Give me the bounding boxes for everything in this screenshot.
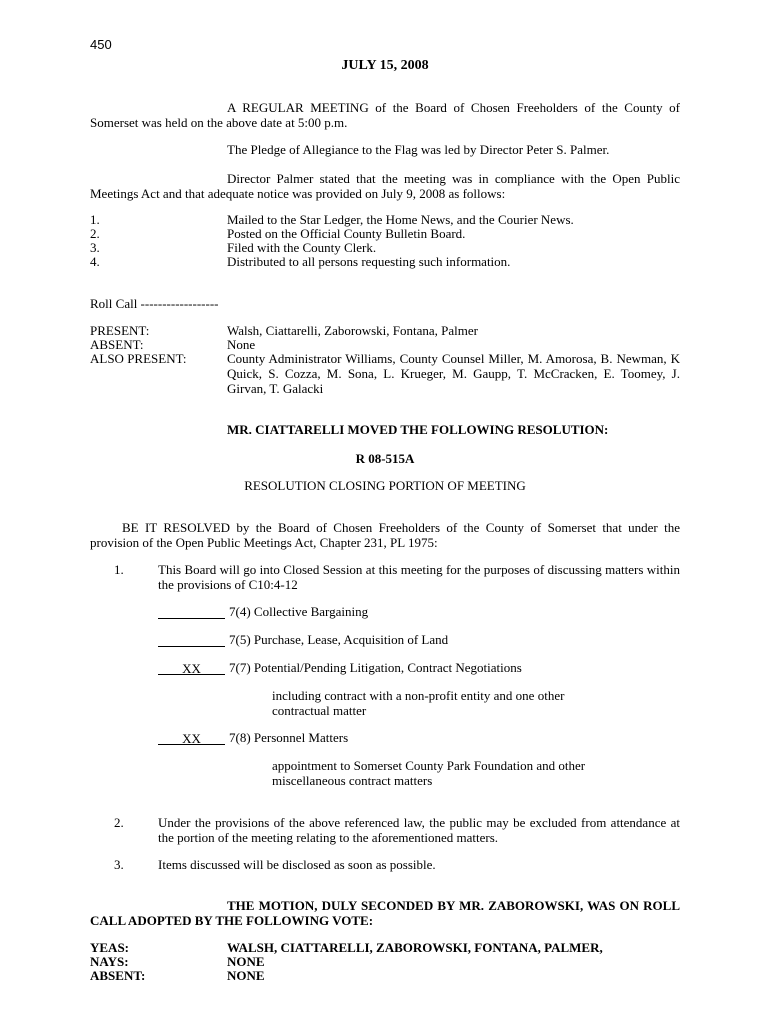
attendance-names: Walsh, Ciattarelli, Zaborowski, Fontana, Palmer bbox=[227, 323, 478, 338]
pledge-paragraph: The Pledge of Allegiance to the Flag was led by Director Peter S. Palmer. bbox=[227, 142, 610, 157]
checklist-item bbox=[158, 604, 680, 619]
checklist-blank: XX bbox=[158, 732, 225, 745]
resolution-number: R 08-515A bbox=[355, 451, 415, 466]
vote-label: ABSENT: bbox=[90, 968, 146, 983]
notice-item-text: Distributed to all persons requesting such information. bbox=[227, 254, 511, 269]
notice-item-number: 3. bbox=[90, 240, 100, 255]
resolved-paragraph: BE IT RESOLVED by the Board of Chosen Freeholders of the County of Somerset that under the provision of the Open Public Meetings Act, Chapter 231, PL 1975: bbox=[90, 520, 680, 550]
compliance-paragraph: Director Palmer stated that the meeting was in compliance with the Open Public Meetings Act and that adequate notice was provided on July 9, 2008 as follows: bbox=[90, 171, 680, 201]
resolution-item-number: 3. bbox=[114, 857, 124, 872]
notice-item-number: 2. bbox=[90, 226, 100, 241]
roll-call-heading: Roll Call ------------------ bbox=[90, 296, 219, 311]
resolution-title: RESOLUTION CLOSING PORTION OF MEETING bbox=[244, 478, 526, 493]
checklist-blank bbox=[158, 634, 225, 647]
checklist-blank: XX bbox=[158, 662, 225, 675]
vote-label: YEAS: bbox=[90, 940, 130, 955]
checklist-note bbox=[272, 688, 680, 718]
checklist-text: 7(7) Potential/Pending Litigation, Contract Negotiations bbox=[229, 660, 522, 675]
attendance-label: PRESENT: bbox=[90, 323, 150, 338]
attendance-names: None bbox=[227, 337, 256, 352]
attendance-names: County Administrator Williams, County Counsel Miller, M. Amorosa, B. Newman, K Quick, S. Cozza, M. Sona, L. Krueger, M. Gaupp, T. McCracken, E. Toomey, J. Girvan, T. Galacki bbox=[227, 351, 680, 396]
checklist-text: 7(5) Purchase, Lease, Acquisition of Land bbox=[229, 632, 449, 647]
vote-label: NAYS: bbox=[90, 954, 129, 969]
resolution-item-number: 1. bbox=[114, 562, 124, 577]
attendance-label: ALSO PRESENT: bbox=[90, 351, 187, 366]
motion-heading: MR. CIATTARELLI MOVED THE FOLLOWING RESOLUTION: bbox=[227, 422, 609, 437]
checklist-text: 7(4) Collective Bargaining bbox=[229, 604, 369, 619]
checklist-item bbox=[158, 660, 680, 675]
checklist-item bbox=[158, 632, 680, 647]
notice-item-number: 1. bbox=[90, 212, 100, 227]
resolution-item-text: This Board will go into Closed Session at this meeting for the purposes of discussing matters within the provisions of C10:4-12 bbox=[158, 562, 680, 592]
vote-names: WALSH, CIATTARELLI, ZABOROWSKI, FONTANA, PALMER, bbox=[227, 940, 603, 955]
resolution-item-text: Items discussed will be disclosed as soon as possible. bbox=[158, 857, 436, 872]
intro-paragraph: A REGULAR MEETING of the Board of Chosen Freeholders of the County of Somerset was held on the above date at 5:00 p.m. bbox=[90, 100, 680, 130]
checklist-note-line: contractual matter bbox=[272, 703, 367, 718]
attendance-label: ABSENT: bbox=[90, 337, 144, 352]
notice-item-text: Mailed to the Star Ledger, the Home News, and the Courier News. bbox=[227, 212, 574, 227]
meeting-date-title: JULY 15, 2008 bbox=[341, 58, 429, 73]
resolution-item-number: 2. bbox=[114, 815, 124, 830]
notice-item-number: 4. bbox=[90, 254, 100, 269]
notice-item-text: Posted on the Official County Bulletin Board. bbox=[227, 226, 466, 241]
checklist-item bbox=[158, 730, 680, 745]
page-number: 450 bbox=[90, 37, 112, 52]
checklist-note-line: miscellaneous contract matters bbox=[272, 773, 433, 788]
checklist-text: 7(8) Personnel Matters bbox=[229, 730, 349, 745]
resolution-item-text: Under the provisions of the above referenced law, the public may be excluded from attendance at the portion of the meeting relating to the aforementioned matters. bbox=[158, 815, 680, 845]
checklist-note-line: including contract with a non-profit entity and one other bbox=[272, 688, 565, 703]
vote-names: NONE bbox=[227, 954, 265, 969]
checklist-note-line: appointment to Somerset County Park Foundation and other bbox=[272, 758, 586, 773]
checklist-note bbox=[272, 758, 680, 788]
vote-names: NONE bbox=[227, 968, 265, 983]
checklist-blank bbox=[158, 606, 225, 619]
notice-item-text: Filed with the County Clerk. bbox=[227, 240, 377, 255]
vote-heading: THE MOTION, DULY SECONDED BY MR. ZABOROWSKI, WAS ON ROLL CALL ADOPTED BY THE FOLLOWING VOTE: bbox=[90, 898, 680, 928]
